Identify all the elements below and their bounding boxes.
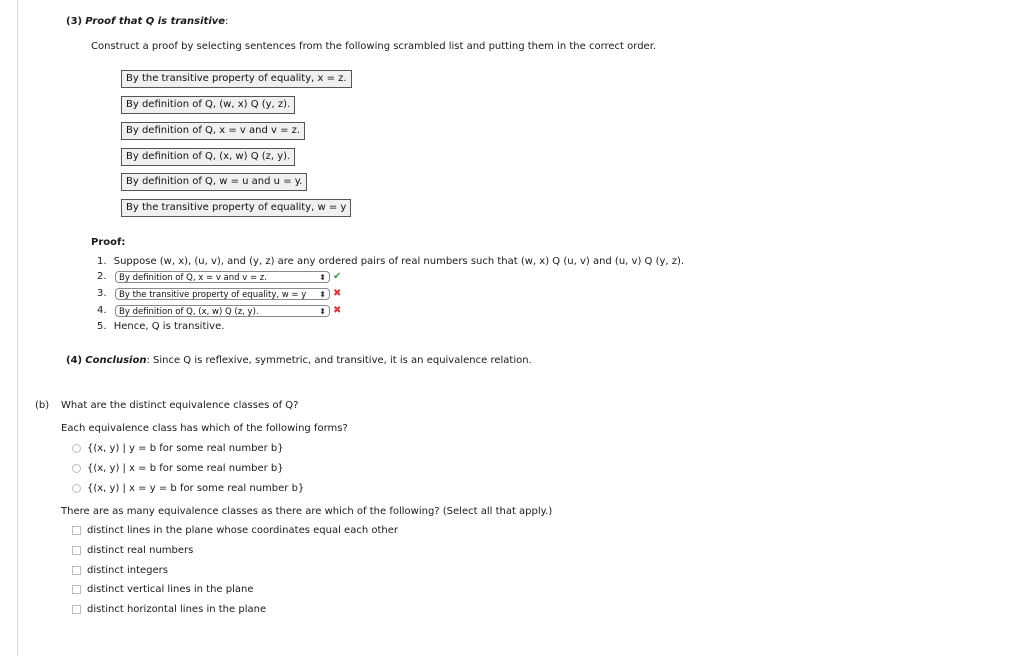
proof-step-select[interactable]: [115, 288, 330, 300]
checkbox-option[interactable]: [72, 584, 254, 595]
left-border-line: [17, 0, 18, 656]
select-arrow-icon: ⬍: [319, 290, 326, 299]
part4-title: Conclusion: [85, 355, 147, 366]
part3-colon: :: [225, 16, 229, 27]
select-value: By definition of Q, (x, w) Q (z, y).: [119, 307, 259, 317]
scrambled-item[interactable]: By the transitive property of equality, w = y: [121, 199, 351, 217]
select-arrow-icon: ⬍: [319, 307, 326, 316]
scrambled-item[interactable]: By definition of Q, x = v and v = z.: [121, 122, 305, 140]
radio-label: {(x, y) | y = b for some real number b}: [87, 443, 284, 454]
checkbox-label: distinct integers: [87, 565, 168, 576]
proof-step-5: [97, 321, 224, 332]
radio-button[interactable]: [72, 444, 81, 453]
proof-step-select[interactable]: [115, 305, 330, 317]
checkbox[interactable]: [72, 605, 81, 614]
part4-conclusion: [66, 355, 532, 366]
scrambled-item[interactable]: By definition of Q, (w, x) Q (y, z).: [121, 96, 295, 114]
radio-label: {(x, y) | x = y = b for some real number b}: [87, 483, 305, 494]
checkbox-label: distinct lines in the plane whose coordinates equal each other: [87, 525, 398, 536]
partb-question-1: Each equivalence class has which of the following forms?: [61, 423, 348, 434]
step-text: Hence, Q is transitive.: [113, 321, 225, 332]
scrambled-item[interactable]: By the transitive property of equality, x = z.: [121, 70, 352, 88]
partb-label: (b): [35, 400, 50, 411]
radio-option[interactable]: [72, 443, 284, 454]
checkbox-label: distinct horizontal lines in the plane: [87, 604, 267, 615]
correct-check-icon: ✔: [333, 271, 342, 282]
part3-title: Proof that Q is transitive: [85, 16, 226, 27]
checkbox-option[interactable]: [72, 565, 168, 576]
step-number: 1.: [97, 256, 107, 267]
checkbox-label: distinct vertical lines in the plane: [87, 584, 254, 595]
checkbox-option[interactable]: [72, 525, 398, 536]
checkbox-label: distinct real numbers: [87, 545, 194, 556]
partb-question-2: There are as many equivalence classes as there are which of the following? (Select all that apply.): [61, 506, 553, 517]
partb-question: What are the distinct equivalence classes of Q?: [61, 400, 299, 411]
checkbox[interactable]: [72, 566, 81, 575]
step-number: 5.: [97, 321, 107, 332]
part3-heading: [66, 16, 228, 27]
select-value: By the transitive property of equality, w = y: [119, 290, 307, 300]
step-text: Suppose (w, x), (u, v), and (y, z) are any ordered pairs of real numbers such that (w, x) Q (u, v) and (u, v) Q (y, z).: [113, 256, 685, 267]
part4-label: (4): [66, 355, 83, 366]
radio-label: {(x, y) | x = b for some real number b}: [87, 463, 284, 474]
radio-button[interactable]: [72, 464, 81, 473]
checkbox[interactable]: [72, 585, 81, 594]
checkbox-option[interactable]: [72, 604, 266, 615]
scrambled-item[interactable]: By definition of Q, w = u and u = y.: [121, 173, 307, 191]
radio-button[interactable]: [72, 484, 81, 493]
checkbox[interactable]: [72, 526, 81, 535]
step-number: 2.: [97, 271, 107, 282]
select-arrow-icon: ⬍: [319, 273, 326, 282]
incorrect-x-icon: ✖: [333, 305, 342, 316]
radio-option[interactable]: [72, 463, 284, 474]
part4-text: : Since Q is reflexive, symmetric, and transitive, it is an equivalence relation.: [146, 355, 532, 366]
checkbox[interactable]: [72, 546, 81, 555]
proof-heading: Proof:: [91, 237, 126, 248]
part3-instruction: Construct a proof by selecting sentences from the following scrambled list and putting them in the correct order.: [91, 41, 657, 52]
radio-option[interactable]: [72, 483, 304, 494]
proof-step-1: [97, 256, 684, 267]
scrambled-item[interactable]: By definition of Q, (x, w) Q (z, y).: [121, 148, 295, 166]
part3-label: (3): [66, 16, 83, 27]
step-number: 4.: [97, 305, 107, 316]
select-value: By definition of Q, x = v and v = z.: [119, 273, 267, 283]
incorrect-x-icon: ✖: [333, 288, 342, 299]
proof-step-select[interactable]: [115, 271, 330, 283]
checkbox-option[interactable]: [72, 545, 193, 556]
step-number: 3.: [97, 288, 107, 299]
